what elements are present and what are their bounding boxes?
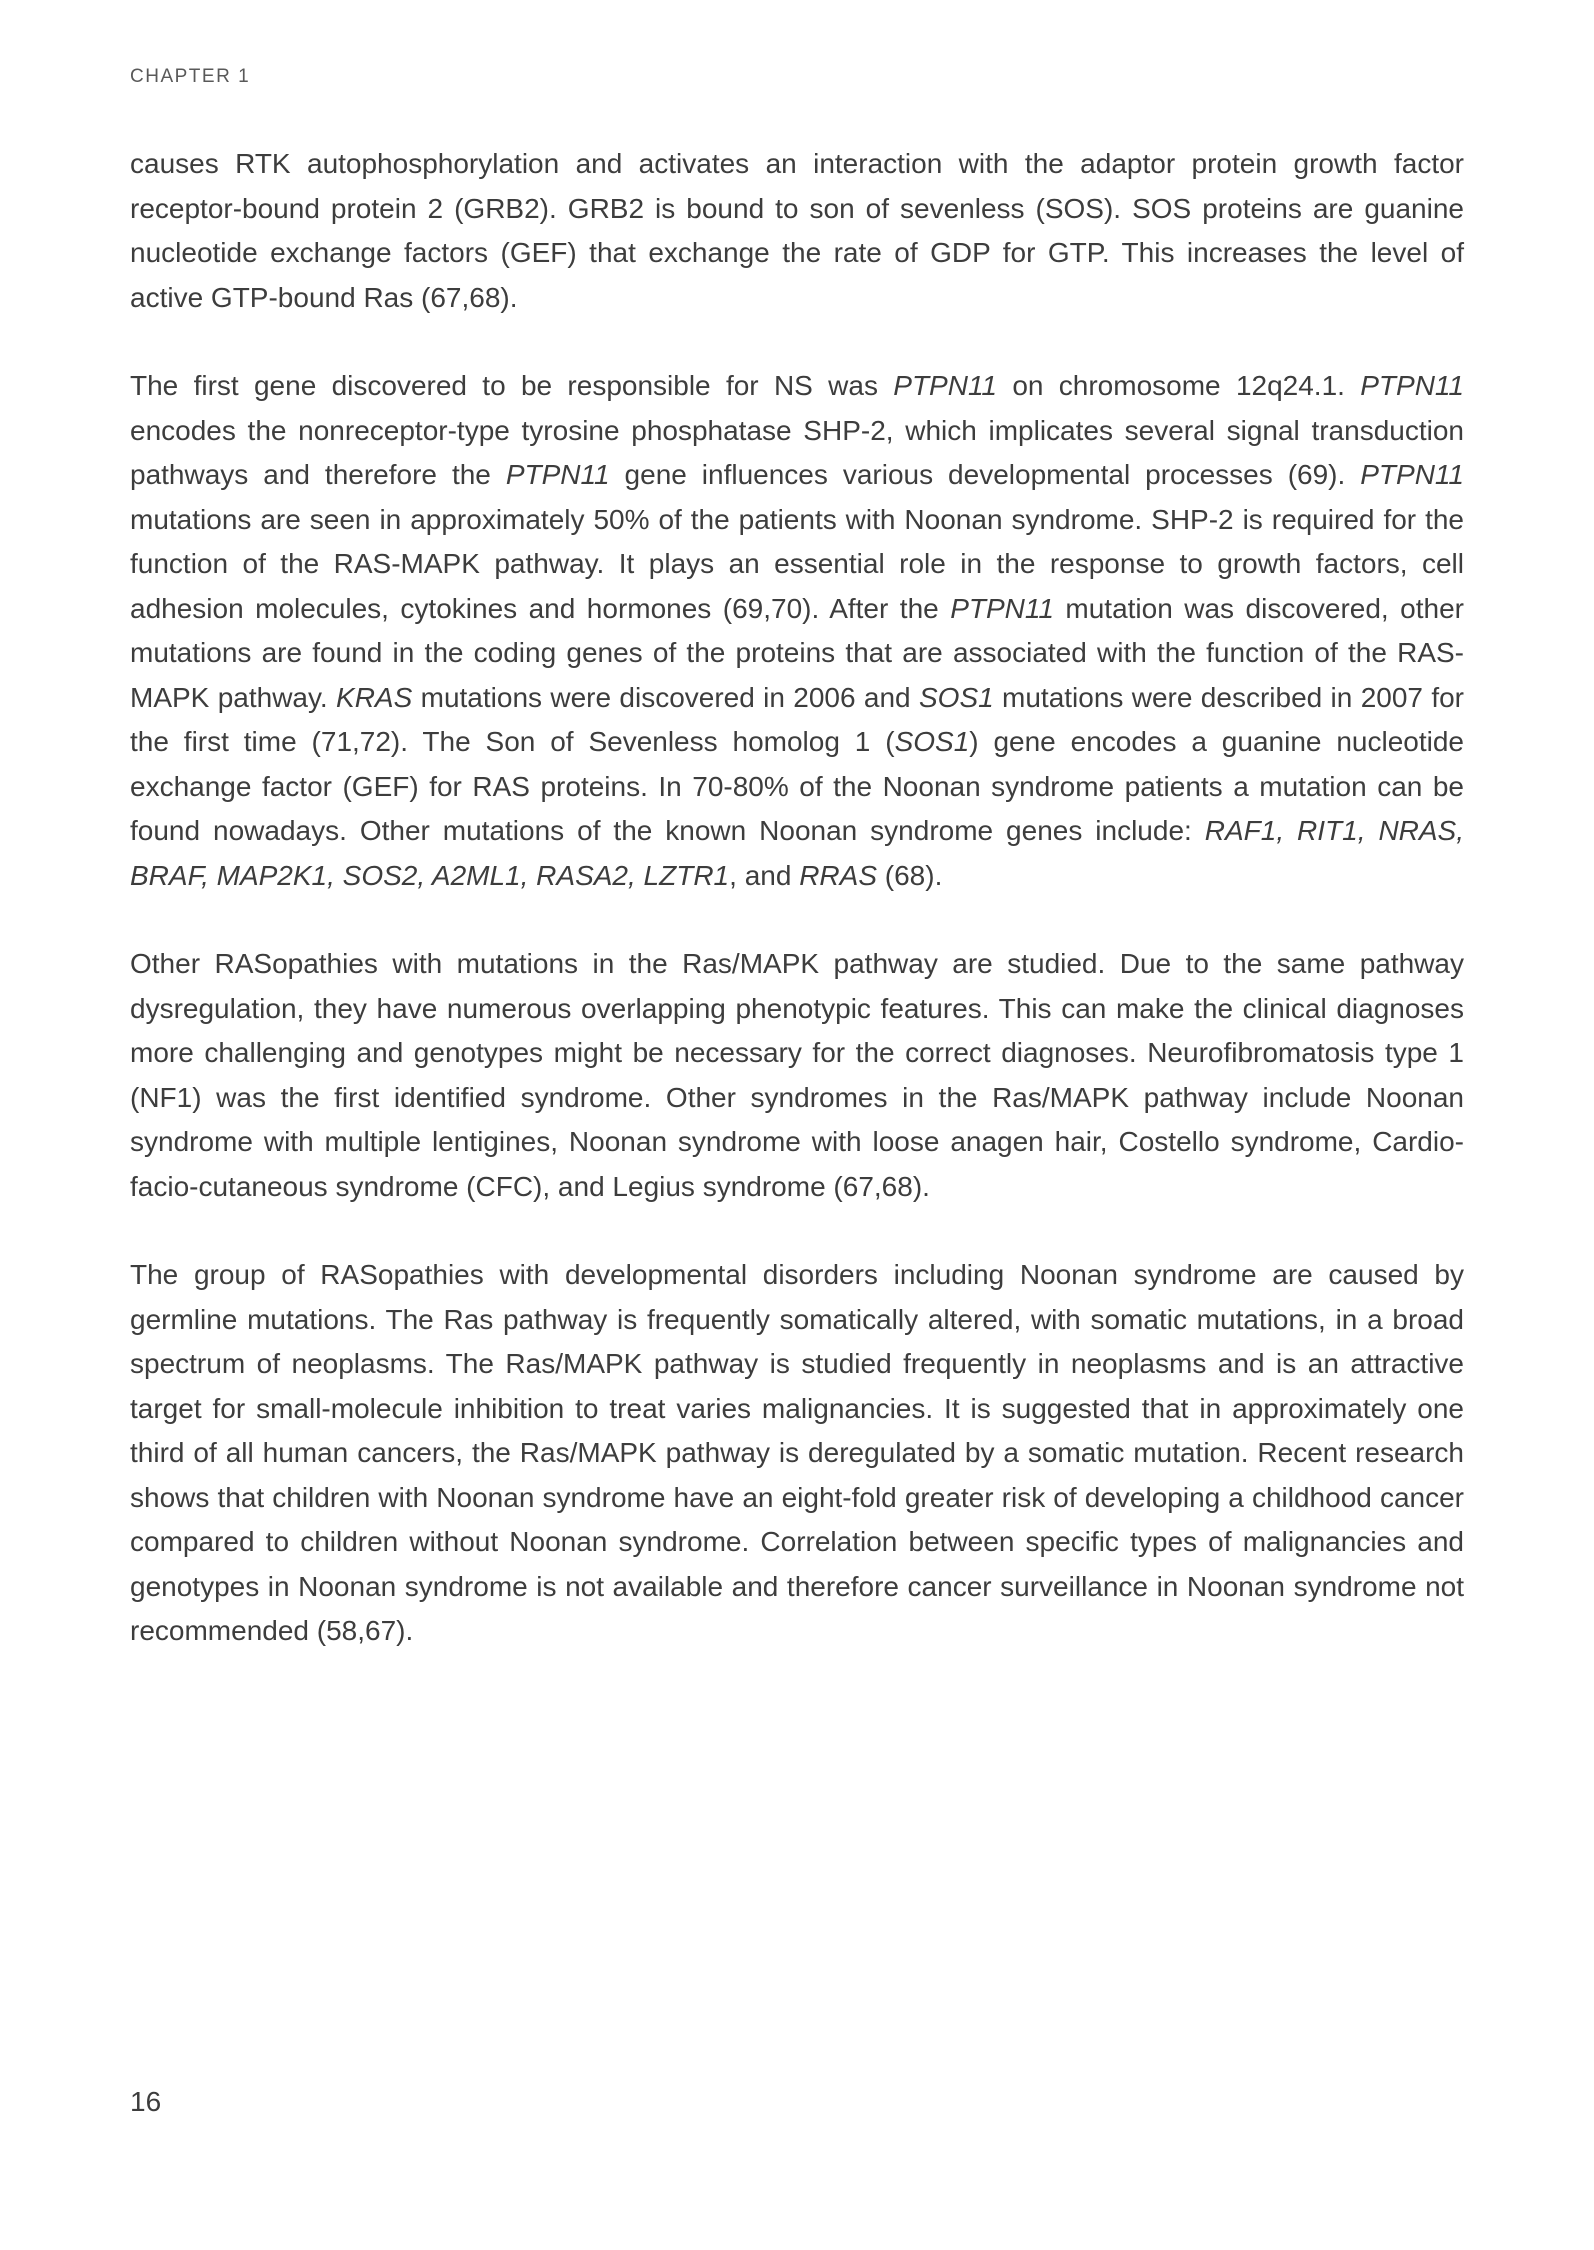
gene-name: RAF1, RIT1, NRAS, BRAF, MAP2K1, SOS2, A2ML1, RASA2, LZTR1 — [130, 815, 1465, 891]
text-segment: The first gene discovered to be responsible for NS was — [130, 370, 894, 401]
paragraph — [130, 942, 1464, 1209]
gene-name: PTPN11 — [1360, 370, 1464, 401]
paragraph — [130, 364, 1464, 898]
text-segment: encodes the nonreceptor-type tyrosine phosphatase SHP-2, which implicates several signal transduction pathways and therefore the — [130, 414, 1464, 490]
text-segment: The group of RASopathies with developmental disorders including Noonan syndrome are caused by germline mutations. The Ras pathway is frequently somatically altered, with somatic mutations, in a broad spectrum of neoplasms. The Ras/MAPK pathway is studied frequently in neoplasms and is an attractive target for small-molecule inhibition to treat varies malignancies. It is suggested that in approximately one third of all human cancers, the Ras/MAPK pathway is deregulated by a somatic mutation. Recent research shows that children with Noonan syndrome have an eight-fold greater risk of developing a childhood cancer compared to children without Noonan syndrome. Correlation between specific types of malignancies and genotypes in Noonan syndrome is not available and therefore cancer surveillance in Noonan syndrome not recommended (58,67). — [130, 1259, 1464, 1646]
gene-name: PTPN11 — [950, 592, 1054, 624]
gene-name: KRAS — [336, 681, 413, 713]
text-segment: mutations are seen in approximately 50% of the patients with Noonan syndrome. SHP-2 is required for the function of the RAS-MAPK pathway. It plays an essential role in the response to growth factors, cell adhesion molecules, cytokines and hormones (69,70). After the — [130, 503, 1464, 624]
paragraph — [130, 1253, 1464, 1654]
text-segment: Other RASopathies with mutations in the Ras/MAPK pathway are studied. Due to the same pathway dysregulation, they have numerous overlapping phenotypic features. This can make the clinical diagnoses more challenging and genotypes might be necessary for the correct diagnoses. Neurofibromatosis type 1 (NF1) was the first identified syndrome. Other syndromes in the Ras/MAPK pathway include Noonan syndrome with multiple lentigines, Noonan syndrome with loose anagen hair, Costello syndrome, Cardio-facio-cutaneous syndrome (CFC), and Legius syndrome (67,68). — [130, 948, 1464, 1202]
chapter-label: CHAPTER 1 — [130, 66, 251, 87]
gene-name: PTPN11 — [1360, 459, 1464, 490]
text-segment: ) gene encodes a guanine nucleotide exchange factor (GEF) for RAS proteins. In 70-80% of the Noonan syndrome patients a mutation can be found nowadays. Other mutations of the known Noonan syndrome genes include: — [130, 726, 1464, 846]
gene-name: SOS1 — [894, 726, 970, 757]
paragraph — [130, 142, 1464, 320]
text-segment: gene influences various developmental processes (69). — [609, 459, 1361, 490]
text-segment: (68). — [877, 859, 943, 891]
gene-name: SOS1 — [918, 681, 994, 713]
text-segment: mutation was discovered, other mutations are found in the coding genes of the proteins that are associated with the function of the RAS-MAPK pathway. — [130, 592, 1465, 713]
gene-name: RRAS — [799, 859, 877, 891]
gene-name: PTPN11 — [505, 459, 610, 490]
gene-name: PTPN11 — [893, 370, 998, 401]
text-segment: mutations were described in 2007 for the first time (71,72). The Son of Sevenless homolog 1 ( — [130, 681, 1464, 757]
text-segment: mutations were discovered in 2006 and — [412, 681, 919, 713]
text-segment: on chromosome 12q24.1. — [997, 370, 1361, 401]
page-number: 16 — [130, 2086, 162, 2117]
text-segment: , and — [729, 859, 800, 891]
text-segment: causes RTK autophosphorylation and activates an interaction with the adaptor protein growth factor receptor-bound protein 2 (GRB2). GRB2 is bound to son of sevenless (SOS). SOS proteins are guanine nucleotide exchange factors (GEF) that exchange the rate of GDP for GTP. This increases the level of active GTP-bound Ras (67,68). — [130, 148, 1464, 313]
page-content — [130, 142, 1464, 1698]
